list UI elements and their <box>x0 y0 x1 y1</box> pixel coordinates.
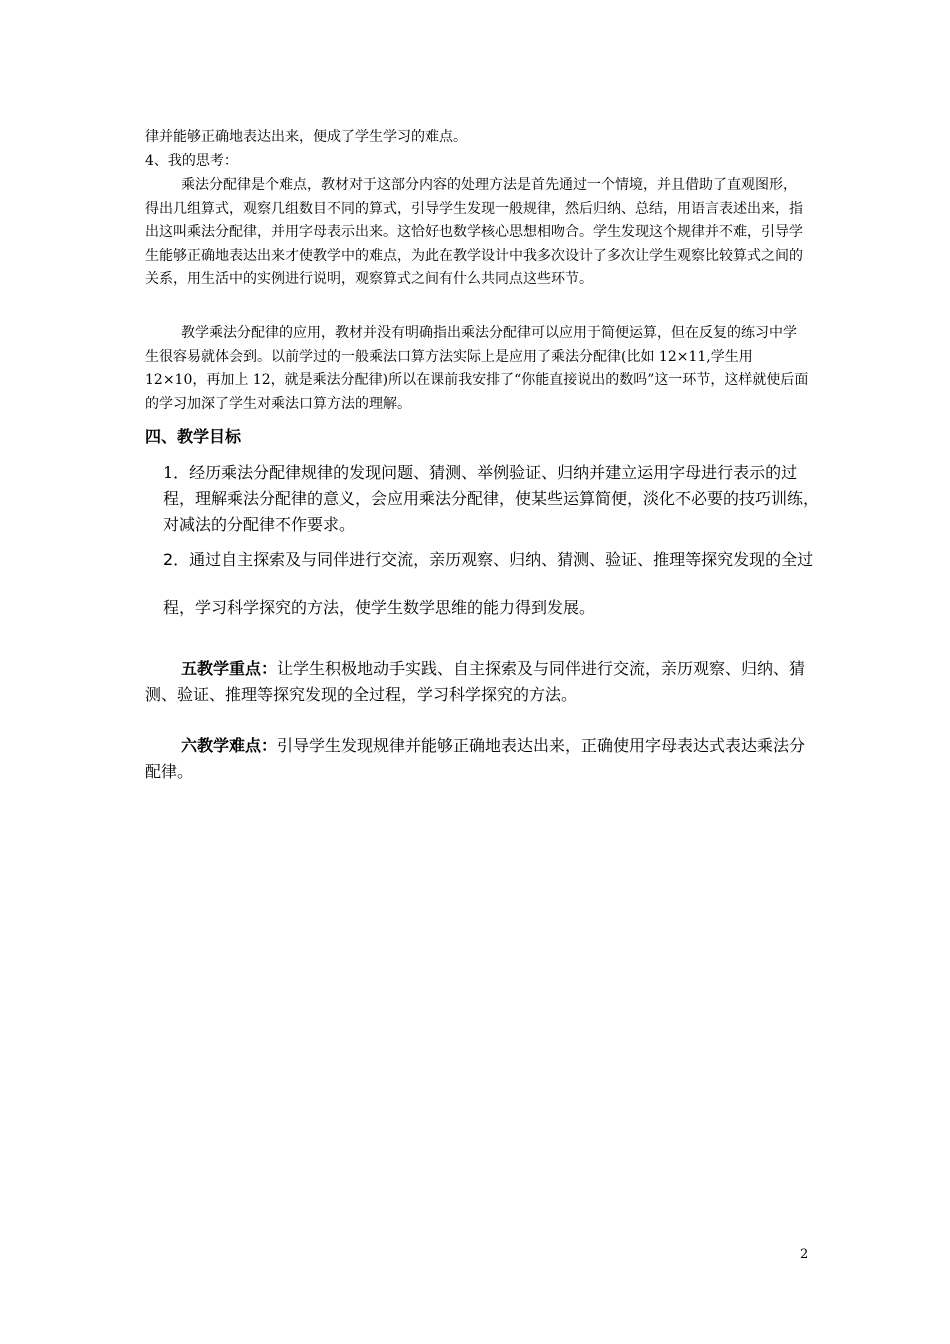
thinking-paragraph-1: 乘法分配律是个难点，教材对于这部分内容的处理方法是首先通过一个情境，并且借助了直观图形，得出几组算式，观察几组数目不同的算式，引导学生发现一般规律，然后归纳、总结，用语言表述出来，指出这叫乘法分配律，并用字母表示出来。这恰好也数学核心思想相吻合。学生发现这个规律并不难，引导学生能够正确地表达出来才使教学中的难点，为此在教学设计中我多次设计了多次让学生观察比较算式之间的关系，用生活中的实例进行说明，观察算式之间有什么共同点这些环节。 <box>145 177 803 287</box>
goals-heading: 四、教学目标 <box>145 427 242 446</box>
difficulty-label: 六教学难点： <box>181 736 278 755</box>
difficulty-paragraph <box>145 733 810 785</box>
goal-item-2: 2．通过自主探索及与同伴进行交流，亲历观察、归纳、猜测、验证、推理等探究发现的全过程，学习科学探究的方法，使学生数学思维的能力得到发展。 <box>163 550 814 617</box>
thinking-heading: 4、我的思考： <box>145 153 238 169</box>
difficulty-text: 引导学生发现规律并能够正确地表达出来，正确使用字母表达式表达乘法分配律。 <box>145 736 806 781</box>
key-points-text: 让学生积极地动手实践、自主探索及与同伴进行交流，亲历观察、归纳、猜测、验证、推理等探究发现的全过程，学习科学探究的方法。 <box>145 659 806 704</box>
continuation-text: 律并能够正确地表达出来，便成了学生学习的难点。 <box>145 129 467 145</box>
thinking-paragraph-2: 教学乘法分配律的应用，教材并没有明确指出乘法分配律可以应用于简便运算，但在反复的练习中学生很容易就体会到。以前学过的一般乘法口算方法实际上是应用了乘法分配律(比如 12×11,学生用 12×10，再加上 12，就是乘法分配律)所以在课前我安排了“你能直接说出的数吗”这一环节，这样就使后面的学习加深了学生对乘法口算方法的理解。 <box>145 325 809 412</box>
key-points-label: 五教学重点： <box>181 659 278 678</box>
page-number: 2 <box>800 1247 809 1262</box>
goal-item-1: 1．经历乘法分配律规律的发现问题、猜测、举例验证、归纳并建立运用字母进行表示的过程，理解乘法分配律的意义，会应用乘法分配律，使某些运算简便，淡化不必要的技巧训练，对减法的分配律不作要求。 <box>163 463 820 534</box>
key-points-paragraph <box>145 656 810 708</box>
